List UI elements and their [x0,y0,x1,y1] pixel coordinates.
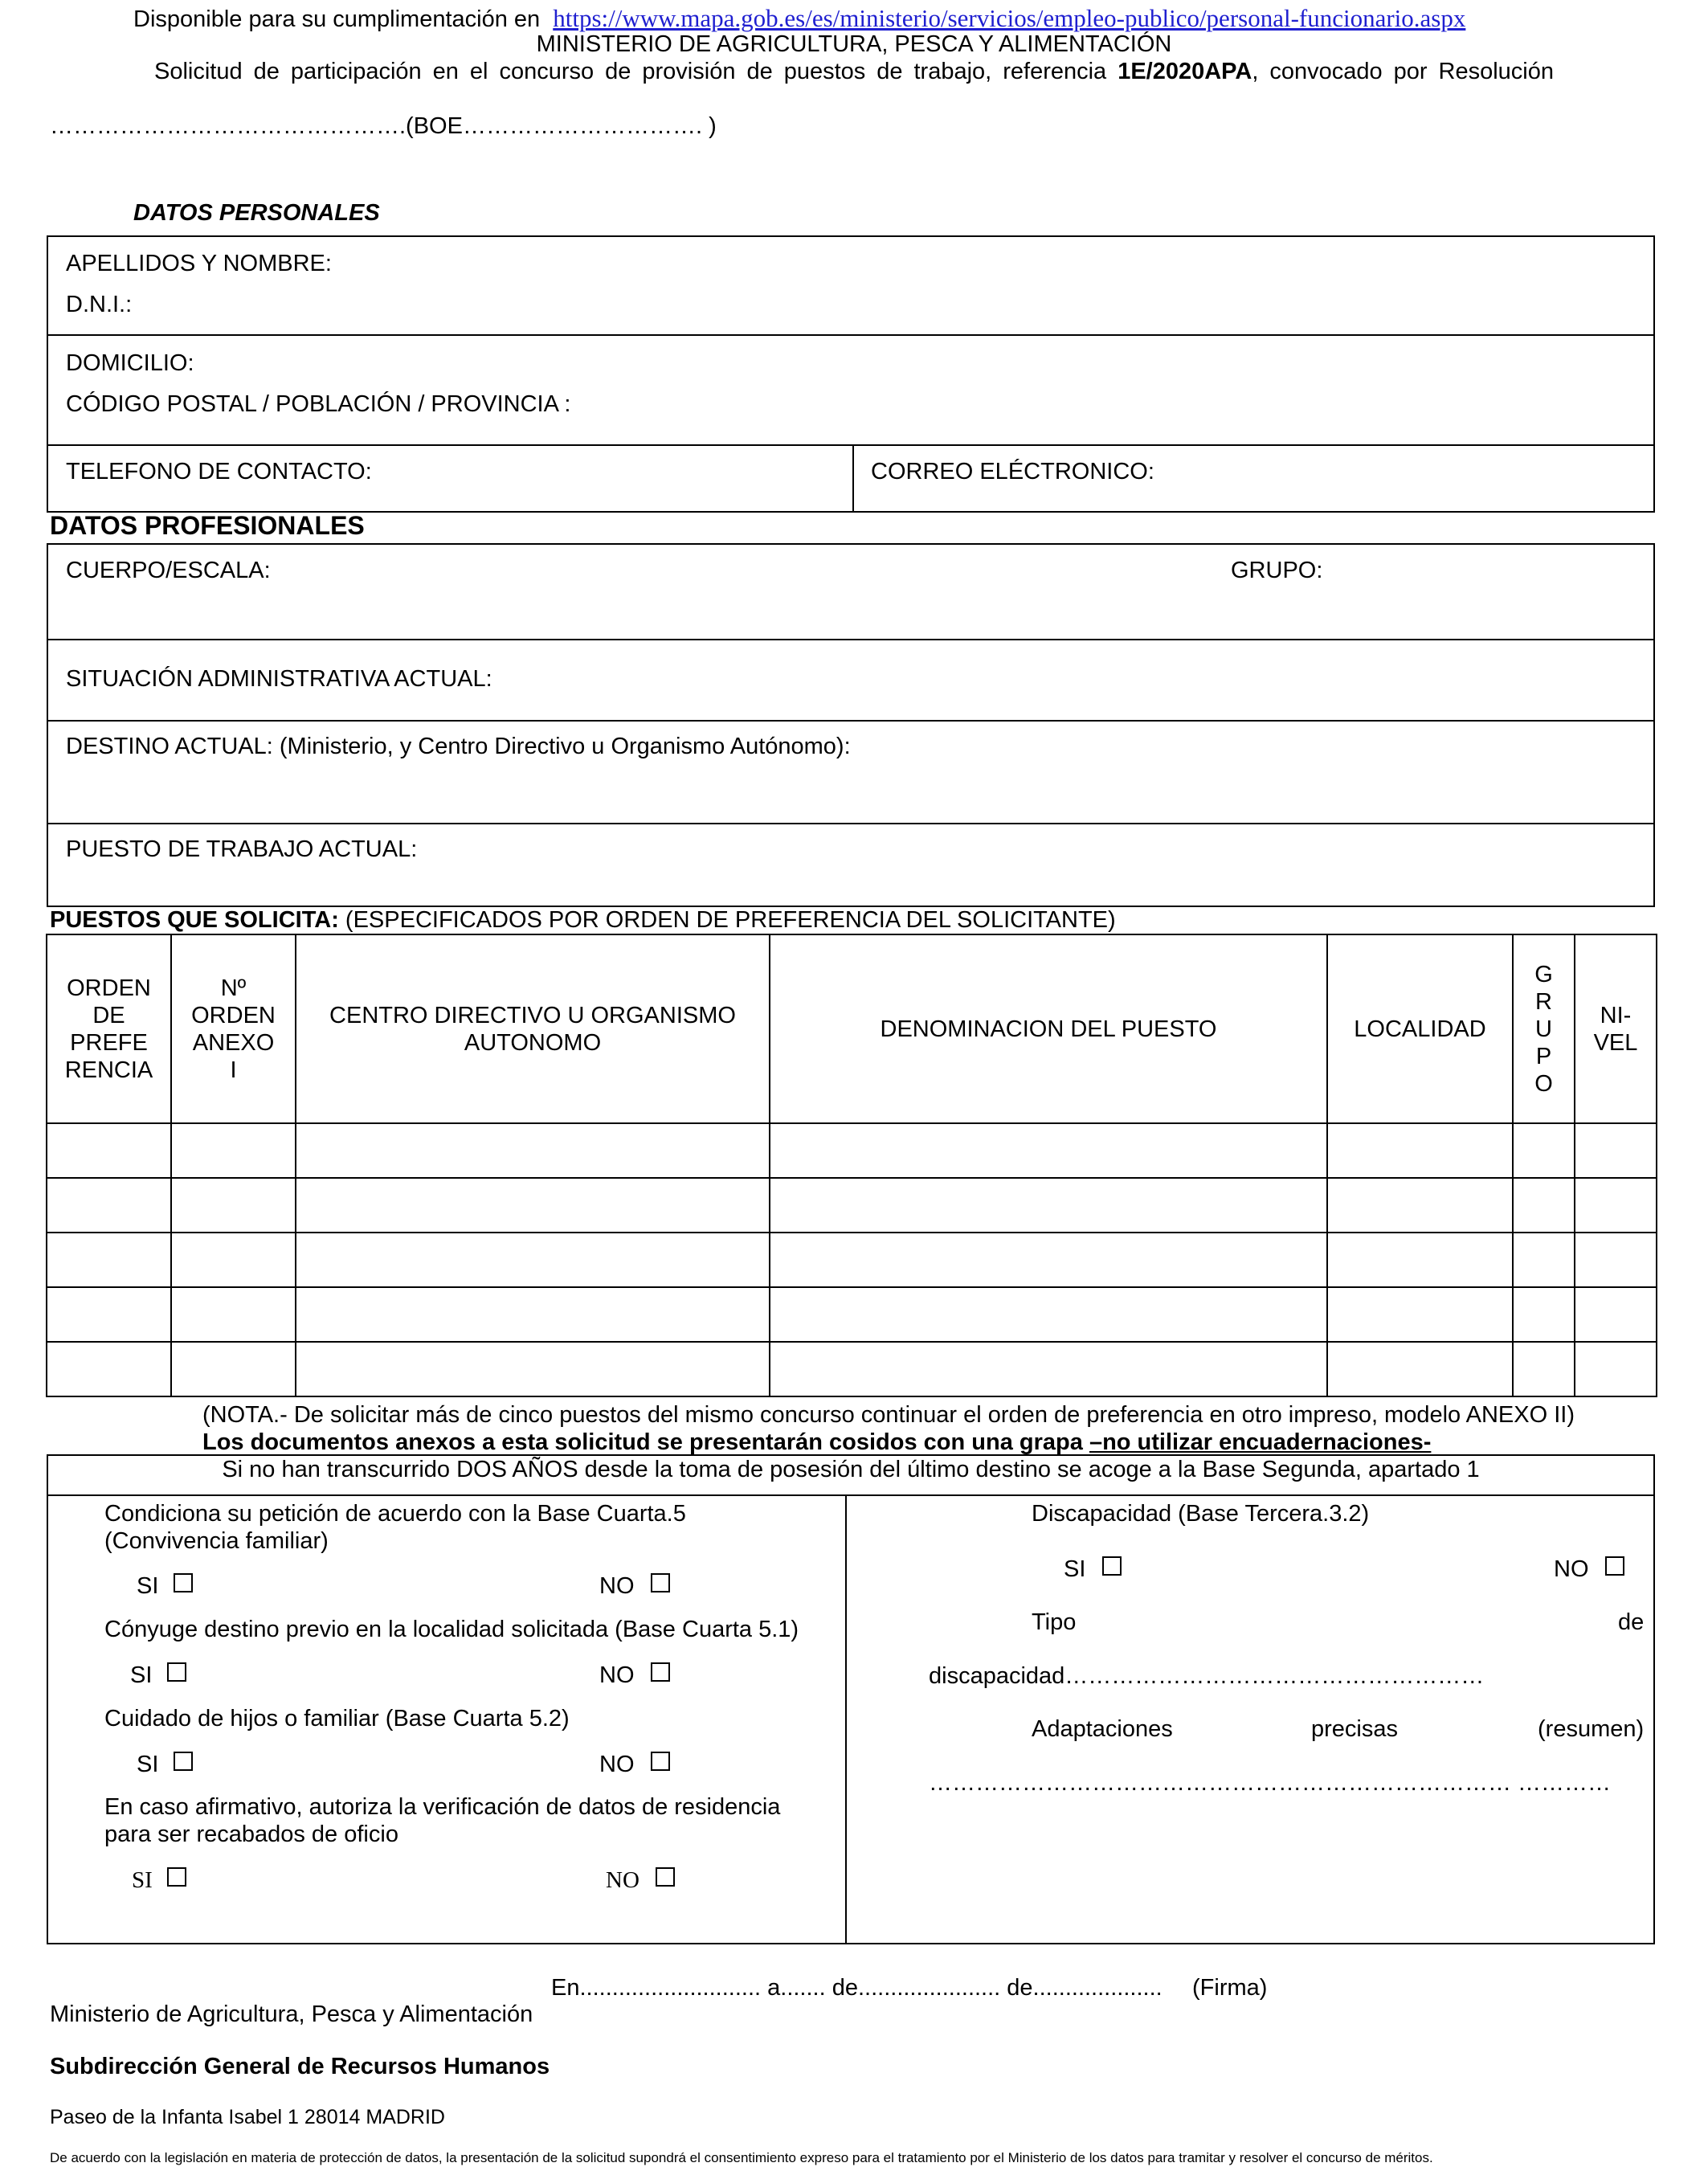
table-header-row [47,934,1657,1123]
place-date-line[interactable]: En............................ a....... de...................... de.................... [551,1975,1163,2001]
header-line: O [1534,1070,1553,1097]
group-field[interactable]: GRUPO: [1231,558,1323,583]
col-group-cell[interactable] [1513,1287,1575,1342]
table-row [47,1123,1657,1178]
header-line: LOCALIDAD [1354,1016,1486,1042]
request-title [154,58,1554,85]
col-level-cell[interactable] [1575,1233,1657,1287]
col-locality-cell[interactable] [1327,1178,1513,1233]
disability-type-field[interactable]: discapacidad……………………………………………… [929,1663,1485,1689]
q3-no-checkbox[interactable] [651,1752,670,1771]
type-label: Tipo [1032,1609,1077,1635]
header-line: CENTRO DIRECTIVO U ORGANISMO [329,1002,736,1028]
q-authorize-line1: En caso afirmativo, autoriza la verificación de datos de residencia [104,1794,781,1820]
documents-notice [202,1429,1431,1456]
q2-si-checkbox[interactable] [167,1662,186,1682]
form-url-link[interactable]: https://www.mapa.gob.es/es/ministerio/servicios/empleo-publico/personal-funcionario.aspx [553,4,1466,32]
divider [845,1494,847,1944]
header-line: AUTONOMO [464,1029,602,1056]
col-directive-center-cell[interactable] [296,1233,770,1287]
two-years-notice: Si no han transcurrido DOS AÑOS desde la toma de posesión del último destino se acoge a la Base Segunda, apartado 1 [222,1457,1480,1482]
col-directive-center-cell[interactable] [296,1178,770,1233]
q-spouse: Cónyuge destino previo en la localidad solicitada (Base Cuarta 5.1) [104,1617,799,1642]
footer-ministry: Ministerio de Agricultura, Pesca y Alimentación [50,2001,533,2027]
col-post-name-cell[interactable] [770,1342,1327,1396]
q4-no-checkbox[interactable] [656,1867,675,1887]
full-name-field[interactable]: APELLIDOS Y NOMBRE: [66,251,332,276]
footer-subdirectorate: Subdirección General de Recursos Humanos [50,2054,550,2079]
current-post-field[interactable]: DESTINO ACTUAL: (Ministerio, y Centro Directivo u Organismo Autónomo): [66,734,851,759]
table-row [47,1233,1657,1287]
request-title-suffix: , convocado por Resolución [1252,59,1555,84]
col-annex-number-cell[interactable] [171,1178,296,1233]
col-directive-center-header [296,934,770,1123]
boe-line[interactable]: ……………………………………….(BOE…………………………. ) [50,113,717,139]
header-line: G [1534,961,1553,987]
ministry-heading: MINISTERIO DE AGRICULTURA, PESCA Y ALIMENTACIÓN [536,31,1172,57]
admin-status-field[interactable]: SITUACIÓN ADMINISTRATIVA ACTUAL: [66,666,492,692]
documents-notice-text: Los documentos anexos a esta solicitud se presentarán cosidos con una grapa [202,1429,1089,1455]
header-line: P [1535,1043,1552,1069]
col-order-preference-cell[interactable] [47,1123,171,1178]
header-line: NI- [1600,1002,1632,1028]
col-post-name-cell[interactable] [770,1178,1327,1233]
dni-field[interactable]: D.N.I.: [66,292,133,317]
col-group-cell[interactable] [1513,1342,1575,1396]
divider [47,639,1655,640]
q3-si-label: SI [137,1752,159,1777]
header-line: ORDEN [191,1002,276,1028]
divider [47,720,1655,722]
table-row [47,1342,1657,1396]
table-body [47,1123,1657,1396]
requested-posts-table [46,934,1657,1397]
phone-field[interactable]: TELEFONO DE CONTACTO: [66,459,372,484]
adaptations-resumen-label: (resumen) [1538,1716,1645,1742]
q1-no-label: NO [599,1573,635,1599]
disability-no-label: NO [1554,1556,1589,1582]
col-order-preference-cell[interactable] [47,1178,171,1233]
footer-address: Paseo de la Infanta Isabel 1 28014 MADRID [50,2106,445,2128]
disability-no-checkbox[interactable] [1605,1556,1624,1576]
divider [47,823,1655,824]
table-row [47,1178,1657,1233]
q3-no-label: NO [599,1752,635,1777]
col-level-cell[interactable] [1575,1342,1657,1396]
body-scale-field[interactable]: CUERPO/ESCALA: [66,558,271,583]
requested-posts-title-rest: (ESPECIFICADOS POR ORDEN DE PREFERENCIA DEL SOLICITANTE) [338,907,1116,933]
header-line: DENOMINACION DEL PUESTO [880,1016,1217,1042]
header-line: I [230,1057,237,1083]
col-order-preference-cell[interactable] [47,1342,171,1396]
col-level-cell[interactable] [1575,1178,1657,1233]
header-line: VEL [1593,1029,1638,1056]
header-line: ANEXO [192,1029,275,1056]
q2-no-label: NO [599,1662,635,1688]
reference-code: 1E/2020APA [1118,59,1252,84]
requested-posts-title [50,906,1116,934]
q-childcare: Cuidado de hijos o familiar (Base Cuarta 5.2) [104,1706,570,1731]
disability-si-checkbox[interactable] [1102,1556,1122,1576]
q-authorize-line2: para ser recabados de oficio [104,1821,398,1847]
q-family-line1: Condiciona su petición de acuerdo con la Base Cuarta.5 [104,1501,686,1527]
email-field[interactable]: CORREO ELÉCTRONICO: [871,459,1154,484]
col-group-cell[interactable] [1513,1233,1575,1287]
personal-data-title: DATOS PERSONALES [133,200,380,226]
col-locality-cell[interactable] [1327,1342,1513,1396]
q1-si-checkbox[interactable] [174,1573,193,1592]
divider [852,444,854,513]
address-field[interactable]: DOMICILIO: [66,350,194,376]
professional-data-title: DATOS PROFESIONALES [50,511,365,540]
q4-no-label: NO [606,1867,639,1893]
col-level-cell[interactable] [1575,1123,1657,1178]
q1-si-label: SI [137,1573,159,1599]
header-line: Nº [220,975,247,1001]
divider [47,334,1655,336]
divider [47,444,1655,446]
col-locality-header [1327,934,1513,1123]
current-job-field[interactable]: PUESTO DE TRABAJO ACTUAL: [66,836,418,862]
q1-no-checkbox[interactable] [651,1573,670,1592]
note-text: (NOTA.- De solicitar más de cinco puestos del mismo concurso continuar el orden de preferencia en otro impreso, modelo ANEXO II) [202,1402,1575,1428]
q2-no-checkbox[interactable] [651,1662,670,1682]
request-title-text: Solicitud de participación en el concurso de provisión de puestos de trabajo, referencia [154,59,1107,84]
header-line: PREFE [70,1029,148,1056]
col-locality-cell[interactable] [1327,1123,1513,1178]
header-line: R [1535,988,1552,1015]
header-line: ORDEN [67,975,151,1001]
header-line: DE [92,1002,125,1028]
disability-si-label: SI [1064,1556,1086,1582]
header-line: U [1535,1016,1552,1042]
col-level-cell[interactable] [1575,1287,1657,1342]
col-locality-cell[interactable] [1327,1287,1513,1342]
col-directive-center-cell[interactable] [296,1123,770,1178]
col-post-name-cell[interactable] [770,1287,1327,1342]
col-level-header [1575,934,1657,1123]
postal-code-field[interactable]: CÓDIGO POSTAL / POBLACIÓN / PROVINCIA : [66,391,571,417]
col-group-cell[interactable] [1513,1123,1575,1178]
col-post-name-cell[interactable] [770,1123,1327,1178]
q3-si-checkbox[interactable] [174,1752,193,1771]
adaptations-precisas-label: precisas [1311,1716,1398,1742]
col-post-name-cell[interactable] [770,1233,1327,1287]
divider [47,1494,1655,1496]
col-locality-cell[interactable] [1327,1233,1513,1287]
disability-label: Discapacidad (Base Tercera.3.2) [1032,1501,1370,1527]
header-line: RENCIA [64,1057,153,1083]
col-order-preference-cell[interactable] [47,1233,171,1287]
data-protection-notice: De acuerdo con la legislación en materia de protección de datos, la presentación de la solicitud supondrá el consentimiento expreso para el tratamiento por el Ministerio de los datos para tramitar y resolver el concurso de méritos. [50,2150,1433,2165]
q2-si-label: SI [130,1662,153,1688]
availability-label: Disponible para su cumplimentación en [133,6,541,32]
documents-notice-underlined: –no utilizar encuadernaciones- [1089,1429,1432,1455]
q4-si-label: SI [132,1867,153,1893]
col-directive-center-cell[interactable] [296,1342,770,1396]
q-family-line2: (Convivencia familiar) [104,1528,329,1554]
col-order-preference-header [47,934,171,1123]
col-annex-number-cell[interactable] [171,1123,296,1178]
requested-posts-title-bold: PUESTOS QUE SOLICITA: [50,907,339,933]
col-directive-center-cell[interactable] [296,1287,770,1342]
q4-si-checkbox[interactable] [167,1867,186,1887]
signature-label: (Firma) [1192,1975,1268,2001]
adaptations-field[interactable]: ………………………………………………………………… ………… [929,1770,1612,1796]
col-annex-number-cell[interactable] [171,1287,296,1342]
col-group-header [1513,934,1575,1123]
col-post-name-header [770,934,1327,1123]
table-row [47,1287,1657,1342]
type-de-label: de [1618,1609,1645,1635]
col-annex-number-cell[interactable] [171,1342,296,1396]
adaptations-label: Adaptaciones [1032,1716,1173,1742]
col-group-cell[interactable] [1513,1178,1575,1233]
col-annex-number-cell[interactable] [171,1233,296,1287]
col-order-preference-cell[interactable] [47,1287,171,1342]
col-annex-number-header [171,934,296,1123]
availability-line [133,5,1465,33]
